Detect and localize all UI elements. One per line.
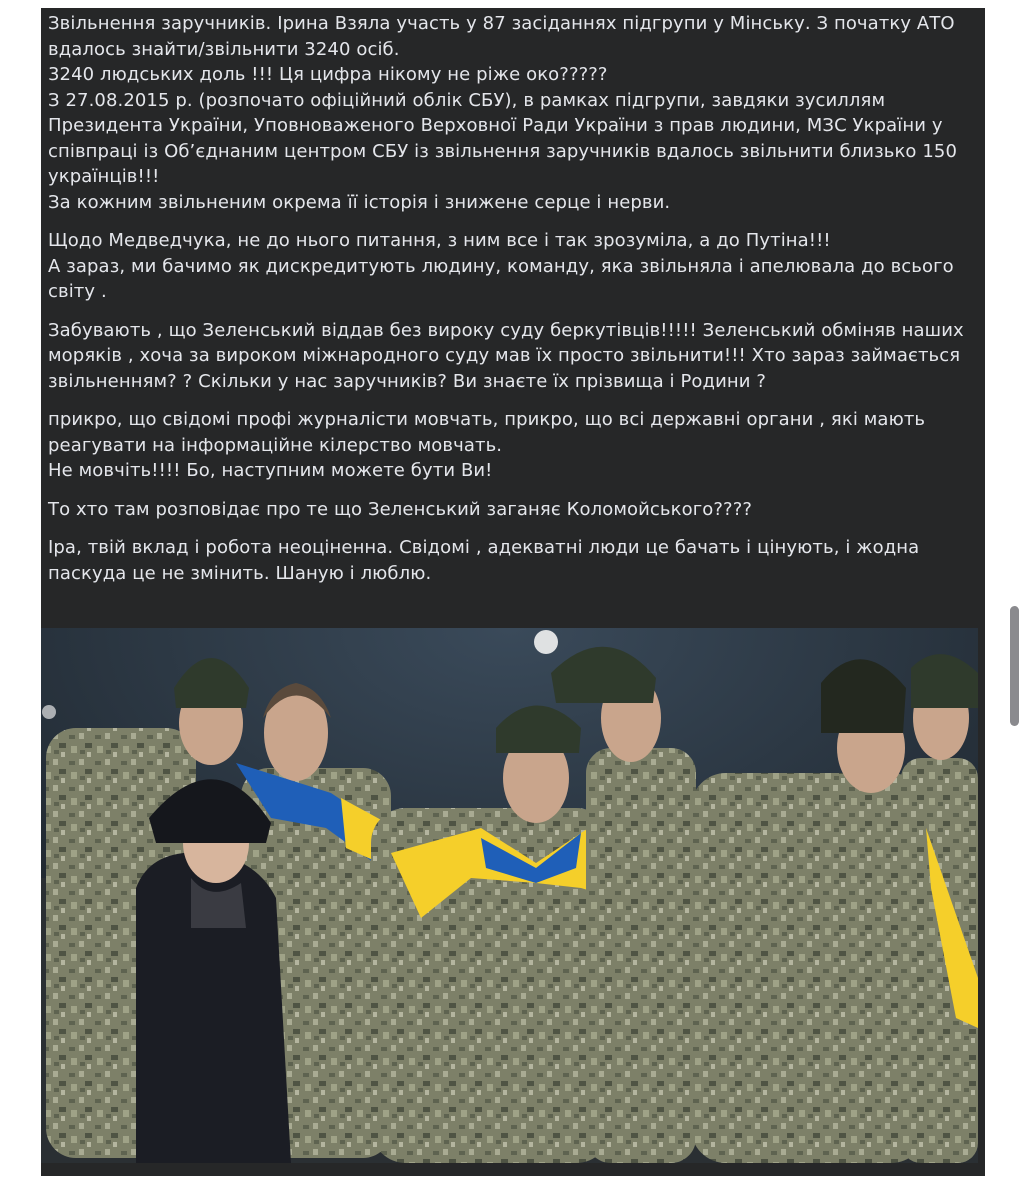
- post-paragraph: прикро, що свідомі профі журналісти мовчать, прикро, що всі державні органи , які мають реагувати на інформаційне кілерство мовчать. Не мовчіть!!!! Бо, наступним можете бути Ви!: [48, 409, 926, 481]
- photo-illustration: [41, 628, 978, 1163]
- post-paragraph: Забувають , що Зеленський віддав без вироку суду беркутівців!!!!! Зеленський обміняв наших моряків , хоча за вироком міжнародного суду мав їх просто звільнити!!! Хто зараз займається звільненням? ? Скільки у нас заручників? Ви знаєте їх прізвища і Родини ?: [48, 319, 964, 392]
- post-text: [48, 11, 980, 599]
- post-card: [41, 8, 985, 1176]
- post-photo[interactable]: [41, 628, 978, 1163]
- page-scrollbar[interactable]: [1010, 606, 1019, 726]
- post-paragraph: Іра, твій вклад і робота неоціненна. Свідомі , адекватні люди це бачать і цінують, і жодна паскуда це не змінить. Шаную і люблю.: [48, 537, 920, 584]
- post-paragraph: Звільнення заручників. Ірина Взяла участь у 87 засіданнях підгрупи у Мінську. З початку АТО вдалось знайти/звільнити 3240 осіб. 3240 людських доль !!! Ця цифра нікому не ріже око????? З 27.08.2015 р. (розпочато офіційний облік СБУ), в рамках підгрупи, завдяки зусиллям Президента України, Уповноваженого Верховної Ради України з прав людини, МЗС України у співпраці із Об’єднаним центром СБУ із звільнення заручників вдалось звільнити близько 150 українців!!! За кожним звільненим окрема її історія і знижене серце і нерви.: [48, 13, 958, 213]
- post-paragraph: То хто там розповідає про те що Зеленський заганяє Коломойського????: [48, 498, 753, 520]
- post-paragraph: Щодо Медведчука, не до нього питання, з ним все і так зрозуміла, а до Путіна!!! А зараз, ми бачимо як дискредитують людину, команду, яка звільняла і апелювала до всього світу .: [48, 230, 954, 302]
